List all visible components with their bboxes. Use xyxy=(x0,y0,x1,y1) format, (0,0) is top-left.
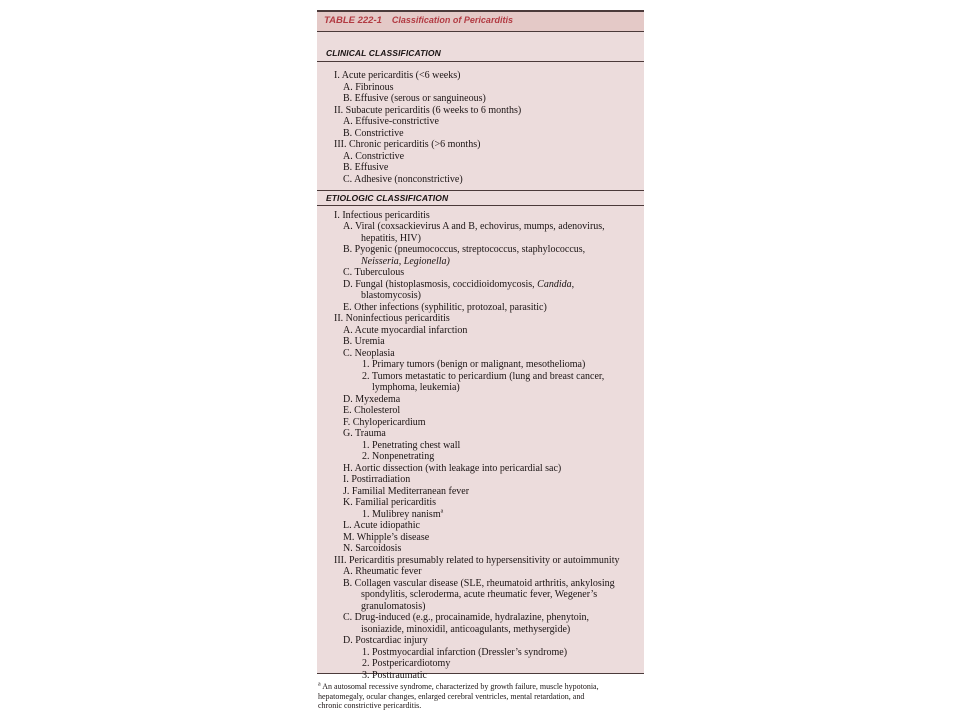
footnote-text: An autosomal recessive syndrome, characterized by growth failure, muscle hypotonia, xyxy=(322,682,599,691)
etiologic-classification-header: ETIOLOGIC CLASSIFICATION xyxy=(317,190,644,206)
etiologic-line: F. Chylopericardium xyxy=(343,416,426,428)
etiologic-line: E. Other infections (syphilitic, protozoal, parasitic) xyxy=(343,301,547,313)
etiologic-line: spondylitis, scleroderma, acute rheumatic fever, Wegener’s xyxy=(361,589,598,600)
etiologic-line: 2. Nonpenetrating xyxy=(362,451,435,462)
clinical-line: III. Chronic pericarditis (>6 months) xyxy=(334,139,481,150)
clinical-line: A. Effusive-constrictive xyxy=(343,116,439,127)
etiologic-line: 1. Primary tumors (benign or malignant, mesothelioma) xyxy=(362,359,586,370)
etiologic-line: J. Familial Mediterranean fever xyxy=(343,485,470,497)
etiologic-line: lymphoma, leukemia) xyxy=(372,382,460,393)
clinical-line: A. Constrictive xyxy=(343,150,405,162)
etiologic-line: 2. Tumors metastatic to pericardium (lung and breast cancer, xyxy=(362,370,605,382)
etiologic-line: 1. Penetrating chest wall xyxy=(362,439,461,451)
italic-term: Candida xyxy=(537,278,572,290)
etiologic-line: C. Neoplasia xyxy=(343,347,395,359)
table-title: Classification of Pericarditis xyxy=(391,15,513,25)
etiologic-line: M. Whipple’s disease xyxy=(343,531,430,543)
etiologic-line: A. Acute myocardial infarction xyxy=(343,324,468,336)
etiologic-line: K. Familial pericarditis xyxy=(343,497,437,508)
etiologic-line: isoniazide, minoxidil, anticoagulants, methysergide) xyxy=(361,623,571,635)
clinical-line: C. Adhesive (nonconstrictive) xyxy=(343,173,463,185)
etiologic-line: H. Aortic dissection (with leakage into pericardial sac) xyxy=(343,462,562,474)
etiologic-line: B. Uremia xyxy=(343,336,385,347)
etiologic-line: C. Drug-induced (e.g., procainamide, hydralazine, phenytoin, xyxy=(343,612,590,623)
etiologic-line: I. Postirradiation xyxy=(343,474,411,485)
etiologic-line: N. Sarcoidosis xyxy=(343,543,402,554)
etiologic-line: 1. Postmyocardial infarction (Dressler’s syndrome) xyxy=(362,646,568,658)
etiologic-line: 3. Posttraumatic xyxy=(362,669,427,681)
etiologic-line: granulomatosis) xyxy=(361,600,426,612)
clinical-line: B. Effusive xyxy=(343,162,389,173)
etiologic-line: D. Fungal (histoplasmosis, coccidioidomycosis, Candida, xyxy=(343,278,575,290)
etiologic-line: II. Noninfectious pericarditis xyxy=(334,313,450,324)
footnote-line: hepatomegaly, ocular changes, enlarged cerebral ventricles, mental retardation, and xyxy=(318,691,585,701)
table-footnote xyxy=(318,682,648,711)
footnote-line: chronic constrictive pericarditis. xyxy=(318,701,422,711)
etiologic-line: A. Viral (coxsackievirus A and B, echovirus, mumps, adenovirus, xyxy=(343,221,605,232)
clinical-line: A. Fibrinous xyxy=(343,81,394,93)
etiologic-line: C. Tuberculous xyxy=(343,267,405,278)
table-title-bar xyxy=(317,12,644,32)
clinical-line: I. Acute pericarditis (<6 weeks) xyxy=(334,70,461,81)
etiologic-line: E. Cholesterol xyxy=(343,405,401,416)
etiologic-line: Neisseria, Legionella) xyxy=(361,255,450,267)
footnote-marker: a xyxy=(440,508,444,515)
etiologic-line: III. Pericarditis presumably related to hypersensitivity or autoimmunity xyxy=(334,554,620,566)
etiologic-line: blastomycosis) xyxy=(361,290,421,301)
etiologic-line: B. Pyogenic (pneumococcus, streptococcus, staphylococcus, xyxy=(343,244,586,255)
clinical-line: II. Subacute pericarditis (6 weeks to 6 months) xyxy=(334,104,522,116)
etiologic-line: 1. Mulibrey nanism xyxy=(362,508,441,520)
etiologic-line: G. Trauma xyxy=(343,428,386,439)
etiologic-line: B. Collagen vascular disease (SLE, rheumatoid arthritis, ankylosing xyxy=(343,577,615,589)
table-number: TABLE 222-1 xyxy=(324,15,382,26)
clinical-line: B. Effusive (serous or sanguineous) xyxy=(343,93,486,104)
etiologic-line: 2. Postpericardiotomy xyxy=(362,658,451,669)
etiologic-line: A. Rheumatic fever xyxy=(343,566,422,577)
etiologic-line: D. Postcardiac injury xyxy=(343,635,428,646)
footnote-marker: a xyxy=(318,681,321,688)
etiologic-line: D. Myxedema xyxy=(343,393,401,405)
clinical-classification-header: CLINICAL CLASSIFICATION xyxy=(317,46,644,62)
footnote-line xyxy=(318,682,648,692)
etiologic-line: hepatitis, HIV) xyxy=(361,232,421,244)
clinical-line: B. Constrictive xyxy=(343,127,404,139)
etiologic-line: L. Acute idiopathic xyxy=(343,520,420,531)
etiologic-line-with-footnote xyxy=(362,509,443,521)
etiologic-line: I. Infectious pericarditis xyxy=(334,209,430,221)
classification-table xyxy=(317,10,644,681)
